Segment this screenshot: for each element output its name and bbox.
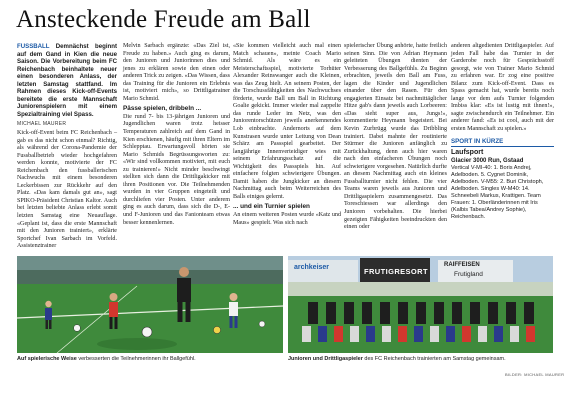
column-1: [17, 43, 117, 251]
caption-training: [17, 356, 283, 363]
caption-team-text: des FC Reichenbach trainierten am Samstag gemeinsam.: [364, 356, 506, 362]
column-3: [233, 43, 341, 227]
subheading-2: ... und ein Turnier spielen: [233, 203, 310, 211]
sport-box-results: Vertical V-MI-40: 1. Boris Andrej, Adelboden. 5. Cygnet Dominik, Adelboden. V-M55: 2. Buri Christoph, Adelboden. Singles W-M40: 14. Schneebeli Markus, Krattigen. Team Frauen: 1. Oberländerinnen mit Iris (Kalbis Tabea/Andrey Sophie), Reichenbach.: [451, 165, 544, 221]
column-2-text-a: Melvin Sarbach ergänzte: «Das Ziel ist, Freude zu haben.» Auch ging es darum, den Junioren und Juniorinnen dies und jenes zu erklären sowie den einen oder anderen Trick zu zeigen. «Das Wissen, dass das Training für die Junioren ein Erlebnis ist, motiviert mich», so Drittligatrainer Mario Schmid.: [123, 43, 230, 102]
sport-box-title: Laufsport: [451, 149, 484, 157]
sport-box-heading: SPORT IN KÜRZE: [451, 137, 504, 145]
caption-team-bold: Junioren und Drittligaspieler: [288, 356, 363, 362]
photo-team: [288, 256, 553, 353]
photo-training: [17, 256, 283, 353]
lead-text: Demnächst beginnt auf dem Gand in Kien die neue Saison. Die Vorbereitung beim FC Reichenbach beinhaltete neuer einen besonderen Anlass, der letzten Samstag stattfand. Im Rahmen dieses Kick-off-Events bereitete die erste Mannschaft Juniorenspielern mit einem Spezialtraining viel Spass.: [17, 43, 117, 118]
column-4-text: spielerischer Übung anhörte, hatte freilich seinen Sinn. Die von Adrian Heymann geleiteten Übungen dienten der Verbesserung des Ballgefühls. Zu Beginn erbrachten, jeweils den Ball am Fuss, lagen die Kinder und Jugendlichen einander über den Rasen. Für den engagierten Einsatz bei nachmittäglicher Hitze gab's dann jeweils auch Lorbeeren: «Das sieht super aus, Jungs!», kommentierte Heymann begeistert. Bei Kevin Zurbrügg wurde das Dribbling trainiert. Dabei mahnte der routinierte Stürmer die Junioren anfänglich zu Zurückhaltung, denn auch hier waren nach den einfacheren Übungen noch schwierigere vorgesehen. Natürlich durfte an diesem Nachmittag auch ein kleines Fussballturnier nicht fehlen. Die vier Teams waren jeweils aus Junioren und Drittligaspielern zusammengesetzt. Das Toreschiessen war allerdings den Junioren vorbehalten. Die hierbei gezeigten Fähigkeiten beeindruckten den einen oder: [344, 43, 447, 231]
caption-training-text: verbesserten die Teilnehmerinnen ihr Ballgefühl.: [78, 356, 196, 362]
photo-credit: BILDER: MICHAEL MAURER: [505, 372, 565, 377]
caption-team: [288, 356, 553, 363]
sign-frutigland: Frutigland: [454, 271, 483, 278]
sign-raiffeisen: RAIFFEISEN: [444, 262, 480, 268]
headline: Ansteckende Freude am Ball: [16, 6, 311, 33]
column-1-text: Kick-off-Event beim FC Reichenbach – gab es das nicht schon einmal? Richtig, als während der Corona-Pandemie der Fussballbetrieb wieder hochgefahren werden konnte, motivierte der FC Reichenbach den fussballerischen Nachwuchs mit einem besonderen Leckerbissen zur Rückkehr auf den Platz. «Das kam damals gut an», sagt SPIKO-Präsident Christian Kaltor. Auch bei letzten beliebte Anlass erlebt somit letzten Samstag eine Neuauflage. «Geplant ist, dass die erste Mannschaft mit den Junioren trainiert», erklärte Sportchef Ivan Sarbach im Vorfeld. Assistenztrainer: [17, 130, 117, 250]
team-front-row: [302, 326, 535, 342]
sport-box-rule: [451, 146, 554, 147]
column-5-text: anderen altgedienten Drittligaspieler. Auf jeden Fall habe das Turnier in der Garderobe noch für Gesprächsstoff gesorgt, wie von Trainer Mario Schmid zu erfahren war. Er zog eine positive Bilanz zum Kick-off-Event. Dass es Spass gemacht hat, wurde bereits noch lange vor dem aufs Turnier folgenden Imbiss klar: «Es ist lustig mit ihnen!», sagte zwischendurch ein Teilnehmer. Ein anderer fand: «Es ist cool, auch mit der ersten Mannschaft zu spielen.»: [451, 43, 554, 133]
photo-training-image: [17, 256, 283, 353]
subheading-1: Pässe spielen, dribbeln ...: [123, 105, 202, 113]
kicker: FUSSBALL: [17, 43, 50, 50]
lead-paragraph: [17, 43, 117, 118]
column-5: [451, 43, 554, 221]
author-byline: MICHAEL MAURER: [17, 121, 67, 128]
sign-frutigresort: FRUTIGRESORT: [364, 267, 428, 276]
caption-training-bold: Auf spielerische Weise: [17, 356, 77, 362]
column-3-text-b: An einem weiteren Posten wurde «Katz und Maus» gespielt. Was sich nach: [233, 212, 341, 226]
column-3-text-a: «Sie kommen vielleicht auch mal einen Match schauen», meinte Coach Mario Schmid. Als wäre es ein Meisterschaftsspiel, motivierte Torhüter Alexander Reinswanger auch die Kleinen, was das Zeug hielt. An seinem Posten, der die Torschussfähigkeiten des Nachwuchses förderte, wurde Ball um Ball in Richtung Goalie gekickt. Immer wieder mal zappelte das runde Leder im Netz, was den Juniorentorschützen jeweils anerkennendes Lob einbrachte. Andernorts auf dem Kunstrasen wurde unter Leitung von Dean Schärz am Passspiel gearbeitet. Der langjährige Innenverteidiger wies mit seinem Erfahrungsschatz auf die Wichtigkeit des Passspiels hin. Auf einfachere folgten schwierigere Übungen. Damit haben die Jungkicker an diesem Nachmittag auch beim Weiterreichen des Balls einiges gelernt.: [233, 43, 341, 200]
column-2: [123, 43, 230, 227]
sign-archkeiser: archkeiser: [294, 264, 330, 271]
sport-box-event: Glacier 3000 Run, Gstaad: [451, 157, 524, 164]
column-4: [344, 43, 447, 232]
column-2-text-b: Die rund 7- bis 13-jährigen Junioren und Jugendlichen waren trotz heisser Temperaturen zahlreich auf dem Gand in Kien erschienen, häufig mit ihren Eltern im Schlepptau. Erwartungsvoll hörten sie Mario Schmids Begrüssungsworten zu: «Wir sind vollkommen motiviert, mit euch zu trainieren!» Nicht minder beschwingt stellten sich dann die Drittligakicker mit ihren Positionen vor. Die Teilnehmenden wurden in vier Gruppen eingeteilt und durchliefen vier Posten. Unter anderem ging es auch darum, dass sich die D-, E- und F-Junioren und das Fanionteam etwas besser kennenlernen.: [123, 113, 230, 226]
